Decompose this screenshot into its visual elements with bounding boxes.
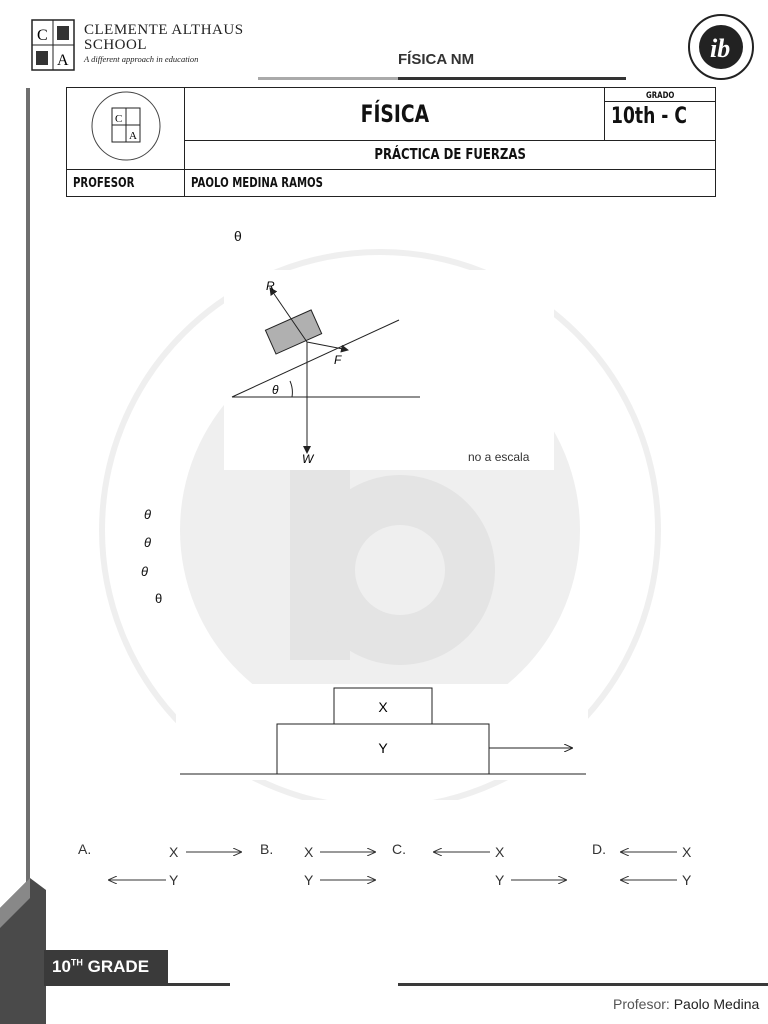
answer-options-diagram (70, 834, 710, 894)
grade-badge-number: 10 (52, 957, 71, 976)
force-label-w: W (302, 452, 314, 466)
option-b-letter: B. (260, 841, 274, 857)
option-a-letter: A. (78, 841, 92, 857)
option-theta-4: θ (155, 591, 163, 606)
subject-cell (185, 88, 605, 141)
teacher-name-cell (185, 170, 716, 197)
course-info-table (66, 87, 716, 197)
footer-rule-left (44, 983, 230, 986)
footer-rule-right (398, 983, 768, 986)
teacher-name: PAOLO MEDINA RAMOS (191, 176, 323, 191)
school-crest-icon (30, 18, 76, 72)
grade-cell (605, 88, 716, 141)
incline-force-diagram (224, 270, 554, 470)
block-x-label: X (378, 699, 388, 715)
option-a-y: Y (169, 872, 179, 888)
stacked-blocks-diagram (176, 684, 588, 780)
option-c-y: Y (495, 872, 505, 888)
svg-text:A: A (128, 130, 137, 142)
option-theta-1: θ (144, 507, 152, 522)
practice-title: PRÁCTICA DE FUERZAS (374, 145, 526, 164)
grade-label: GRADO (645, 91, 675, 101)
force-label-r: R (266, 279, 275, 293)
grade-badge-word: GRADE (82, 957, 150, 976)
svg-text:C: C (37, 27, 48, 44)
scale-note: no a escala (468, 450, 530, 464)
option-d-x: X (682, 844, 692, 860)
subject-title: FÍSICA (360, 99, 429, 128)
teacher-label: PROFESOR (73, 176, 135, 191)
ib-seal-icon (686, 12, 756, 82)
teacher-label-cell (67, 170, 185, 197)
footer-professor (613, 996, 759, 1012)
svg-text:A: A (57, 52, 69, 69)
svg-text:C: C (114, 113, 122, 125)
footer-professor-label: Profesor: (613, 996, 670, 1012)
school-name-line1: CLEMENTE ALTHAUS (84, 22, 244, 38)
option-c-letter: C. (392, 841, 406, 857)
option-b-y: Y (304, 872, 314, 888)
grade-badge-text (52, 957, 149, 977)
table-logo-cell (67, 88, 185, 170)
block-y-label: Y (378, 740, 388, 756)
option-c-x: X (495, 844, 505, 860)
theta-symbol: θ (234, 228, 242, 244)
option-a-x: X (169, 844, 179, 860)
option-b-x: X (304, 844, 314, 860)
grade-value: 10th - C (611, 104, 687, 129)
school-name-line2: SCHOOL (84, 37, 148, 53)
option-theta-2: θ (144, 535, 152, 550)
header-rule-accent (258, 77, 398, 80)
school-seal-icon (88, 88, 164, 164)
practice-cell (185, 140, 716, 169)
option-d-letter: D. (592, 841, 606, 857)
school-tagline: A different approach in education (84, 54, 199, 64)
force-label-f: F (334, 353, 342, 367)
footer-corner-shape (0, 868, 50, 1024)
option-theta-3: θ (141, 564, 149, 579)
svg-text:ib: ib (710, 34, 731, 63)
grade-badge-suffix: TH (70, 957, 83, 968)
footer-professor-name: Paolo Medina (669, 996, 760, 1012)
option-d-y: Y (682, 872, 692, 888)
angle-label-theta: θ (272, 383, 279, 397)
subject-header-title: FÍSICA NM (398, 51, 475, 68)
